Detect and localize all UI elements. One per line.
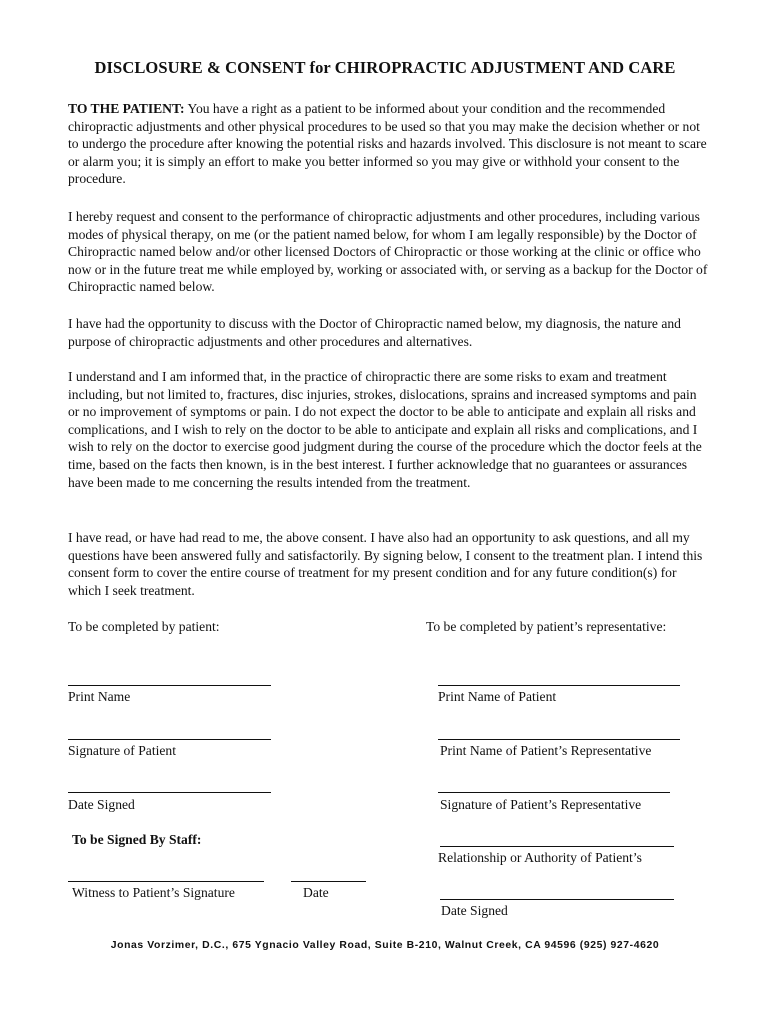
witness-date-line[interactable] (291, 881, 366, 882)
patient-signature-line[interactable] (68, 739, 271, 740)
witness-date-label: Date (303, 885, 329, 900)
patient-name-line[interactable] (438, 685, 680, 686)
patient-signature-label: Signature of Patient (68, 743, 176, 758)
relationship-line[interactable] (440, 846, 674, 847)
paragraph-discussion: I have had the opportunity to discuss with the Doctor of Chiropractic named below, my diagnosis, the nature and purpose of chiropractic adjustments and other procedures and alternatives. (68, 316, 681, 349)
representative-date-label: Date Signed (441, 903, 508, 918)
representative-name-line[interactable] (438, 739, 680, 740)
witness-signature-line[interactable] (68, 881, 264, 882)
print-name-line[interactable] (68, 685, 271, 686)
patient-name-label: Print Name of Patient (438, 689, 557, 704)
paragraph-lead: TO THE PATIENT: (68, 101, 185, 116)
print-name-label: Print Name (68, 689, 131, 704)
representative-signature-label: Signature of Patient’s Representative (440, 797, 642, 812)
paragraph-acknowledgement: I have read, or have had read to me, the above consent. I have also had an opportunity to ask questions, and all my questions have been answered fully and satisfactorily. By signing below, I consent to the treatment plan. I intend this consent form to cover the entire course of treatment for my present condition and for any future condition(s) for which I seek treatment. (68, 530, 703, 598)
witness-signature-label: Witness to Patient’s Signature (72, 885, 235, 900)
representative-date-line[interactable] (440, 899, 674, 900)
relationship-label: Relationship or Authority of Patient’s (438, 850, 642, 865)
date-signed-label: Date Signed (68, 797, 135, 812)
representative-name-label: Print Name of Patient’s Representative (440, 743, 652, 758)
paragraph-body: You have a right as a patient to be informed about your condition and the recommended chiropractic adjustments and other physical procedures to be used so that you may make the decision whether or not to undergo the procedure after knowing the potential risks and hazards involved. This disclosure is not meant to scare or alarm you; it is simply an effort to make you better informed so you may give or withhold your consent to the procedure. (68, 101, 707, 187)
representative-signature-line[interactable] (438, 792, 670, 793)
paragraph-request-consent: I hereby request and consent to the performance of chiropractic adjustments and other procedures, including various modes of physical therapy, on me (or the patient named below, for whom I am legally responsible) by the Doctor of Chiropractic named below and/or other licensed Doctors of Chiropractic or those working at the clinic or office who now or in the future treat me while employed by, working or associated with, or serving as a backup for the Doctor of Chiropractic named below. (68, 209, 708, 295)
staff-section-heading: To be Signed By Staff: (72, 832, 202, 847)
patient-section-heading: To be completed by patient: (68, 619, 220, 634)
footer-address: Jonas Vorzimer, D.C., 675 Ygnacio Valley Road, Suite B-210, Walnut Creek, CA 94596 (925) 927-4620 (110, 940, 660, 951)
paragraph-to-patient (68, 100, 708, 188)
date-signed-line[interactable] (68, 792, 271, 793)
representative-section-heading: To be completed by patient’s representative: (426, 619, 667, 634)
document-title: DISCLOSURE & CONSENT for CHIROPRACTIC ADJUSTMENT AND CARE (94, 58, 676, 77)
paragraph-risks: I understand and I am informed that, in the practice of chiropractic there are some risks to exam and treatment including, but not limited to, fractures, disc injuries, strokes, dislocations, sprains and increased symptoms and pain or no improvement of symptoms or pain. I do not expect the doctor to be able to anticipate and explain all risks and complications, and I wish to rely on the doctor to be able to anticipate and explain all risks and complications, and I wish to rely on the doctor to exercise good judgment during the course of the procedure which the doctor feels at the time, based on the facts then known, is in the best interest. I further acknowledge that no guarantees or assurances have been made to me concerning the results intended from the treatment. (68, 369, 702, 490)
